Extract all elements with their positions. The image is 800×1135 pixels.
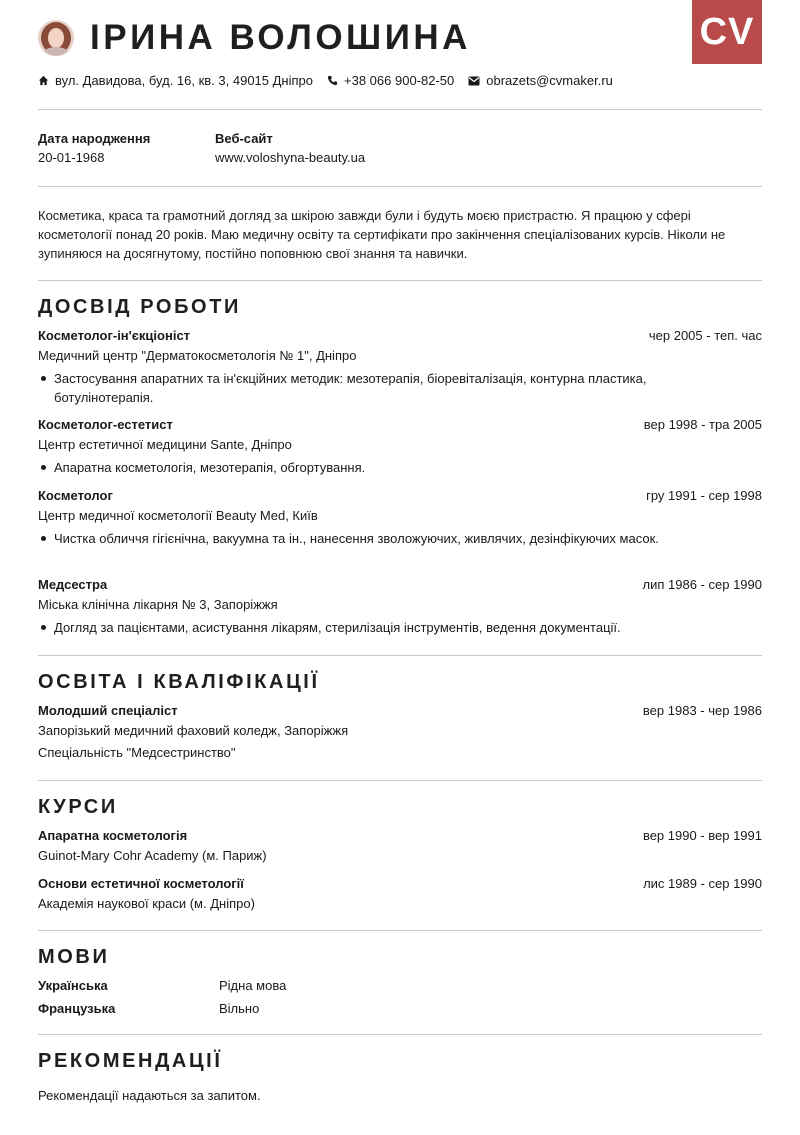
job-company: Центр естетичної медицини Sante, Дніпро <box>38 437 292 452</box>
course-header <box>38 876 762 891</box>
job-header <box>38 417 762 432</box>
job-position: Медсестра <box>38 577 108 592</box>
education-degree: Молодший спеціаліст <box>38 703 178 718</box>
job-position: Косметолог <box>38 488 113 503</box>
profile-summary: Косметика, краса та грамотний догляд за шкірою завжди були і будуть моєю пристрастю. Я працюю у сфері косметології понад 20 років. Маю медичну освіту та сертифікати про закінчення спеціалізованих курсів. Ніколи не зупиняюся на досягнутому, постійно поповнюю свої знання та навички. <box>38 208 726 261</box>
language-name: Українська <box>38 978 108 993</box>
course-name: Апаратна косметологія <box>38 828 188 843</box>
home-icon <box>38 75 49 86</box>
job-bullet: Апаратна косметологія, мезотерапія, обгортування. <box>38 458 664 477</box>
job-position: Косметолог-ін'єкціоніст <box>38 328 191 343</box>
birth-date-label: Дата народження <box>38 131 151 146</box>
phone-contact <box>327 73 454 88</box>
address-contact <box>38 73 313 88</box>
address-text: вул. Давидова, буд. 16, кв. 3, 49015 Дніпро <box>55 73 314 88</box>
course-place: Академія наукової краси (м. Дніпро) <box>38 896 255 911</box>
birth-date-block <box>38 131 150 165</box>
language-name: Французька <box>38 1001 116 1016</box>
education-dates: вер 1983 - чер 1986 <box>642 703 762 718</box>
job-company: Центр медичної косметології Beauty Med, Київ <box>38 508 318 523</box>
divider <box>38 780 762 781</box>
courses-heading: КУРСИ <box>38 796 118 818</box>
job-dates: лип 1986 - сер 1990 <box>642 577 762 592</box>
job-bullet: Застосування апаратних та ін'єкційних методик: мезотерапія, біоревіталізація, контурна пластика, ботулінотерапія. <box>38 369 664 407</box>
divider <box>38 930 762 931</box>
phone-text[interactable]: +38 066 900-82-50 <box>344 73 455 88</box>
website-block <box>215 131 365 165</box>
divider <box>38 186 762 187</box>
job-position: Косметолог-естетист <box>38 417 173 432</box>
job-header <box>38 488 762 503</box>
divider <box>38 109 762 110</box>
website-link[interactable]: www.voloshyna-beauty.ua <box>215 150 366 165</box>
birth-date-value: 20-01-1968 <box>38 150 105 165</box>
job-company: Міська клінічна лікарня № 3, Запоріжжя <box>38 597 278 612</box>
email-contact <box>468 73 613 88</box>
email-text[interactable]: obrazets@cvmaker.ru <box>486 73 613 88</box>
job-dates: гру 1991 - сер 1998 <box>646 488 762 503</box>
references-heading: РЕКОМЕНДАЦІЇ <box>38 1050 223 1072</box>
avatar <box>38 20 74 56</box>
course-dates: лис 1989 - сер 1990 <box>643 876 762 891</box>
job-dates: вер 1998 - тра 2005 <box>643 417 762 432</box>
course-dates: вер 1990 - вер 1991 <box>642 828 762 843</box>
education-heading: ОСВІТА І КВАЛІФІКАЦІЇ <box>38 671 320 693</box>
candidate-name: ІРИНА ВОЛОШИНА <box>90 18 471 57</box>
website-label: Веб-сайт <box>215 131 273 146</box>
job-company: Медичний центр "Дерматокосметологія № 1", Дніпро <box>38 348 357 363</box>
job-header <box>38 328 762 343</box>
education-header <box>38 703 762 718</box>
divider <box>38 280 762 281</box>
course-name: Основи естетичної косметології <box>38 876 244 891</box>
resume-header <box>38 18 471 58</box>
cv-badge: CV <box>692 0 762 64</box>
job-bullet: Догляд за пацієнтами, асистування лікарям, стерилізація інструментів, ведення документації. <box>38 618 754 637</box>
divider <box>38 1034 762 1035</box>
language-level: Рідна мова <box>219 978 287 993</box>
job-dates: чер 2005 - теп. час <box>648 328 762 343</box>
education-specialty: Спеціальність "Медсестринство" <box>38 745 236 760</box>
references-text: Рекомендації надаються за запитом. <box>38 1088 261 1103</box>
job-bullet: Чистка обличчя гігієнічна, вакуумна та ін., нанесення зволожуючих, живлячих, дезінфікуючих масок. <box>38 529 664 548</box>
divider <box>38 655 762 656</box>
course-place: Guinot-Mary Cohr Academy (м. Париж) <box>38 848 267 863</box>
job-header <box>38 577 762 592</box>
contact-bar <box>38 73 627 88</box>
experience-heading: ДОСВІД РОБОТИ <box>38 296 242 318</box>
course-header <box>38 828 762 843</box>
envelope-icon <box>468 76 480 86</box>
language-level: Вільно <box>219 1001 260 1016</box>
languages-heading: МОВИ <box>38 946 110 968</box>
phone-icon <box>327 75 338 86</box>
education-school: Запорізький медичний фаховий коледж, Запоріжжя <box>38 723 349 738</box>
